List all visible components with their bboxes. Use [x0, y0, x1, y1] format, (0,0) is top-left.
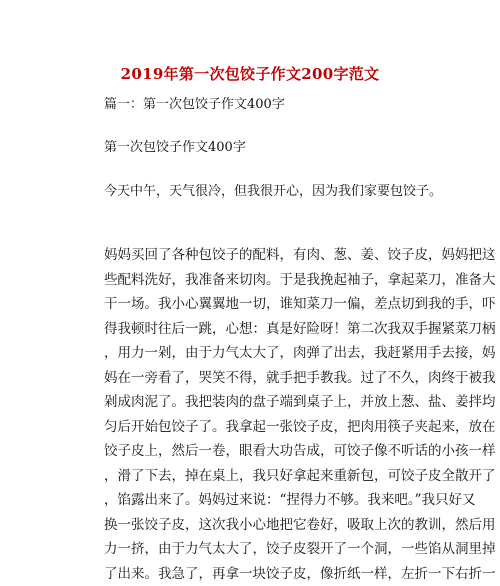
essay-subtitle: 第一次包饺子作文400字: [104, 136, 246, 155]
body-paragraph: [104, 243, 416, 586]
body-line: 饺子皮上，然后一卷，眼看大功告成，可饺子像不听话的小孩一样: [104, 439, 416, 464]
body-line: 了出来。我急了，再拿一块饺子皮，像折纸一样，左折一下右折一: [104, 562, 416, 586]
body-line: ，用力一剁，由于力气太大了，肉弹了出去，我赶紧用手去接，妈: [104, 341, 416, 366]
intro-paragraph: 今天中午，天气很冷，但我很开心，因为我们家要包饺子。: [104, 180, 442, 199]
section-heading: 篇一：第一次包饺子作文400字: [104, 93, 285, 112]
body-line: 换一张饺子皮，这次我小心地把它卷好，吸取上次的教训，然后用: [104, 513, 416, 538]
body-line: ，滑了下去，掉在桌上，我只好拿起来重新包，可饺子皮全散开了: [104, 464, 416, 489]
document-title: 2019年第一次包饺子作文200字范文: [0, 63, 500, 84]
body-line: 些配料洗好，我准备来切肉。于是我挽起袖子，拿起菜刀，准备大: [104, 268, 416, 293]
body-line: 妈妈买回了各种包饺子的配料，有肉、葱、姜、饺子皮，妈妈把这: [104, 243, 416, 268]
body-line: 力一挤，由于力气太大了，饺子皮裂开了一个洞，一些馅从洞里掉: [104, 537, 416, 562]
body-line: 匀后开始包饺子了。我拿起一张饺子皮，把肉用筷子夹起来，放在: [104, 415, 416, 440]
body-line: 妈在一旁看了，哭笑不得，就手把手教我。过了不久，肉终于被我: [104, 366, 416, 391]
body-line: ，馅露出来了。妈妈过来说：“捏得力不够。我来吧。”我只好又: [104, 488, 416, 513]
body-line: 干一场。我小心翼翼地一切，谁知菜刀一偏，差点切到我的手，吓: [104, 292, 416, 317]
body-line: 剁成肉泥了。我把装肉的盘子端到桌子上，并放上葱、盐、姜拌均: [104, 390, 416, 415]
body-line: 得我顿时往后一跳，心想：真是好险呀！第二次我双手握紧菜刀柄: [104, 317, 416, 342]
